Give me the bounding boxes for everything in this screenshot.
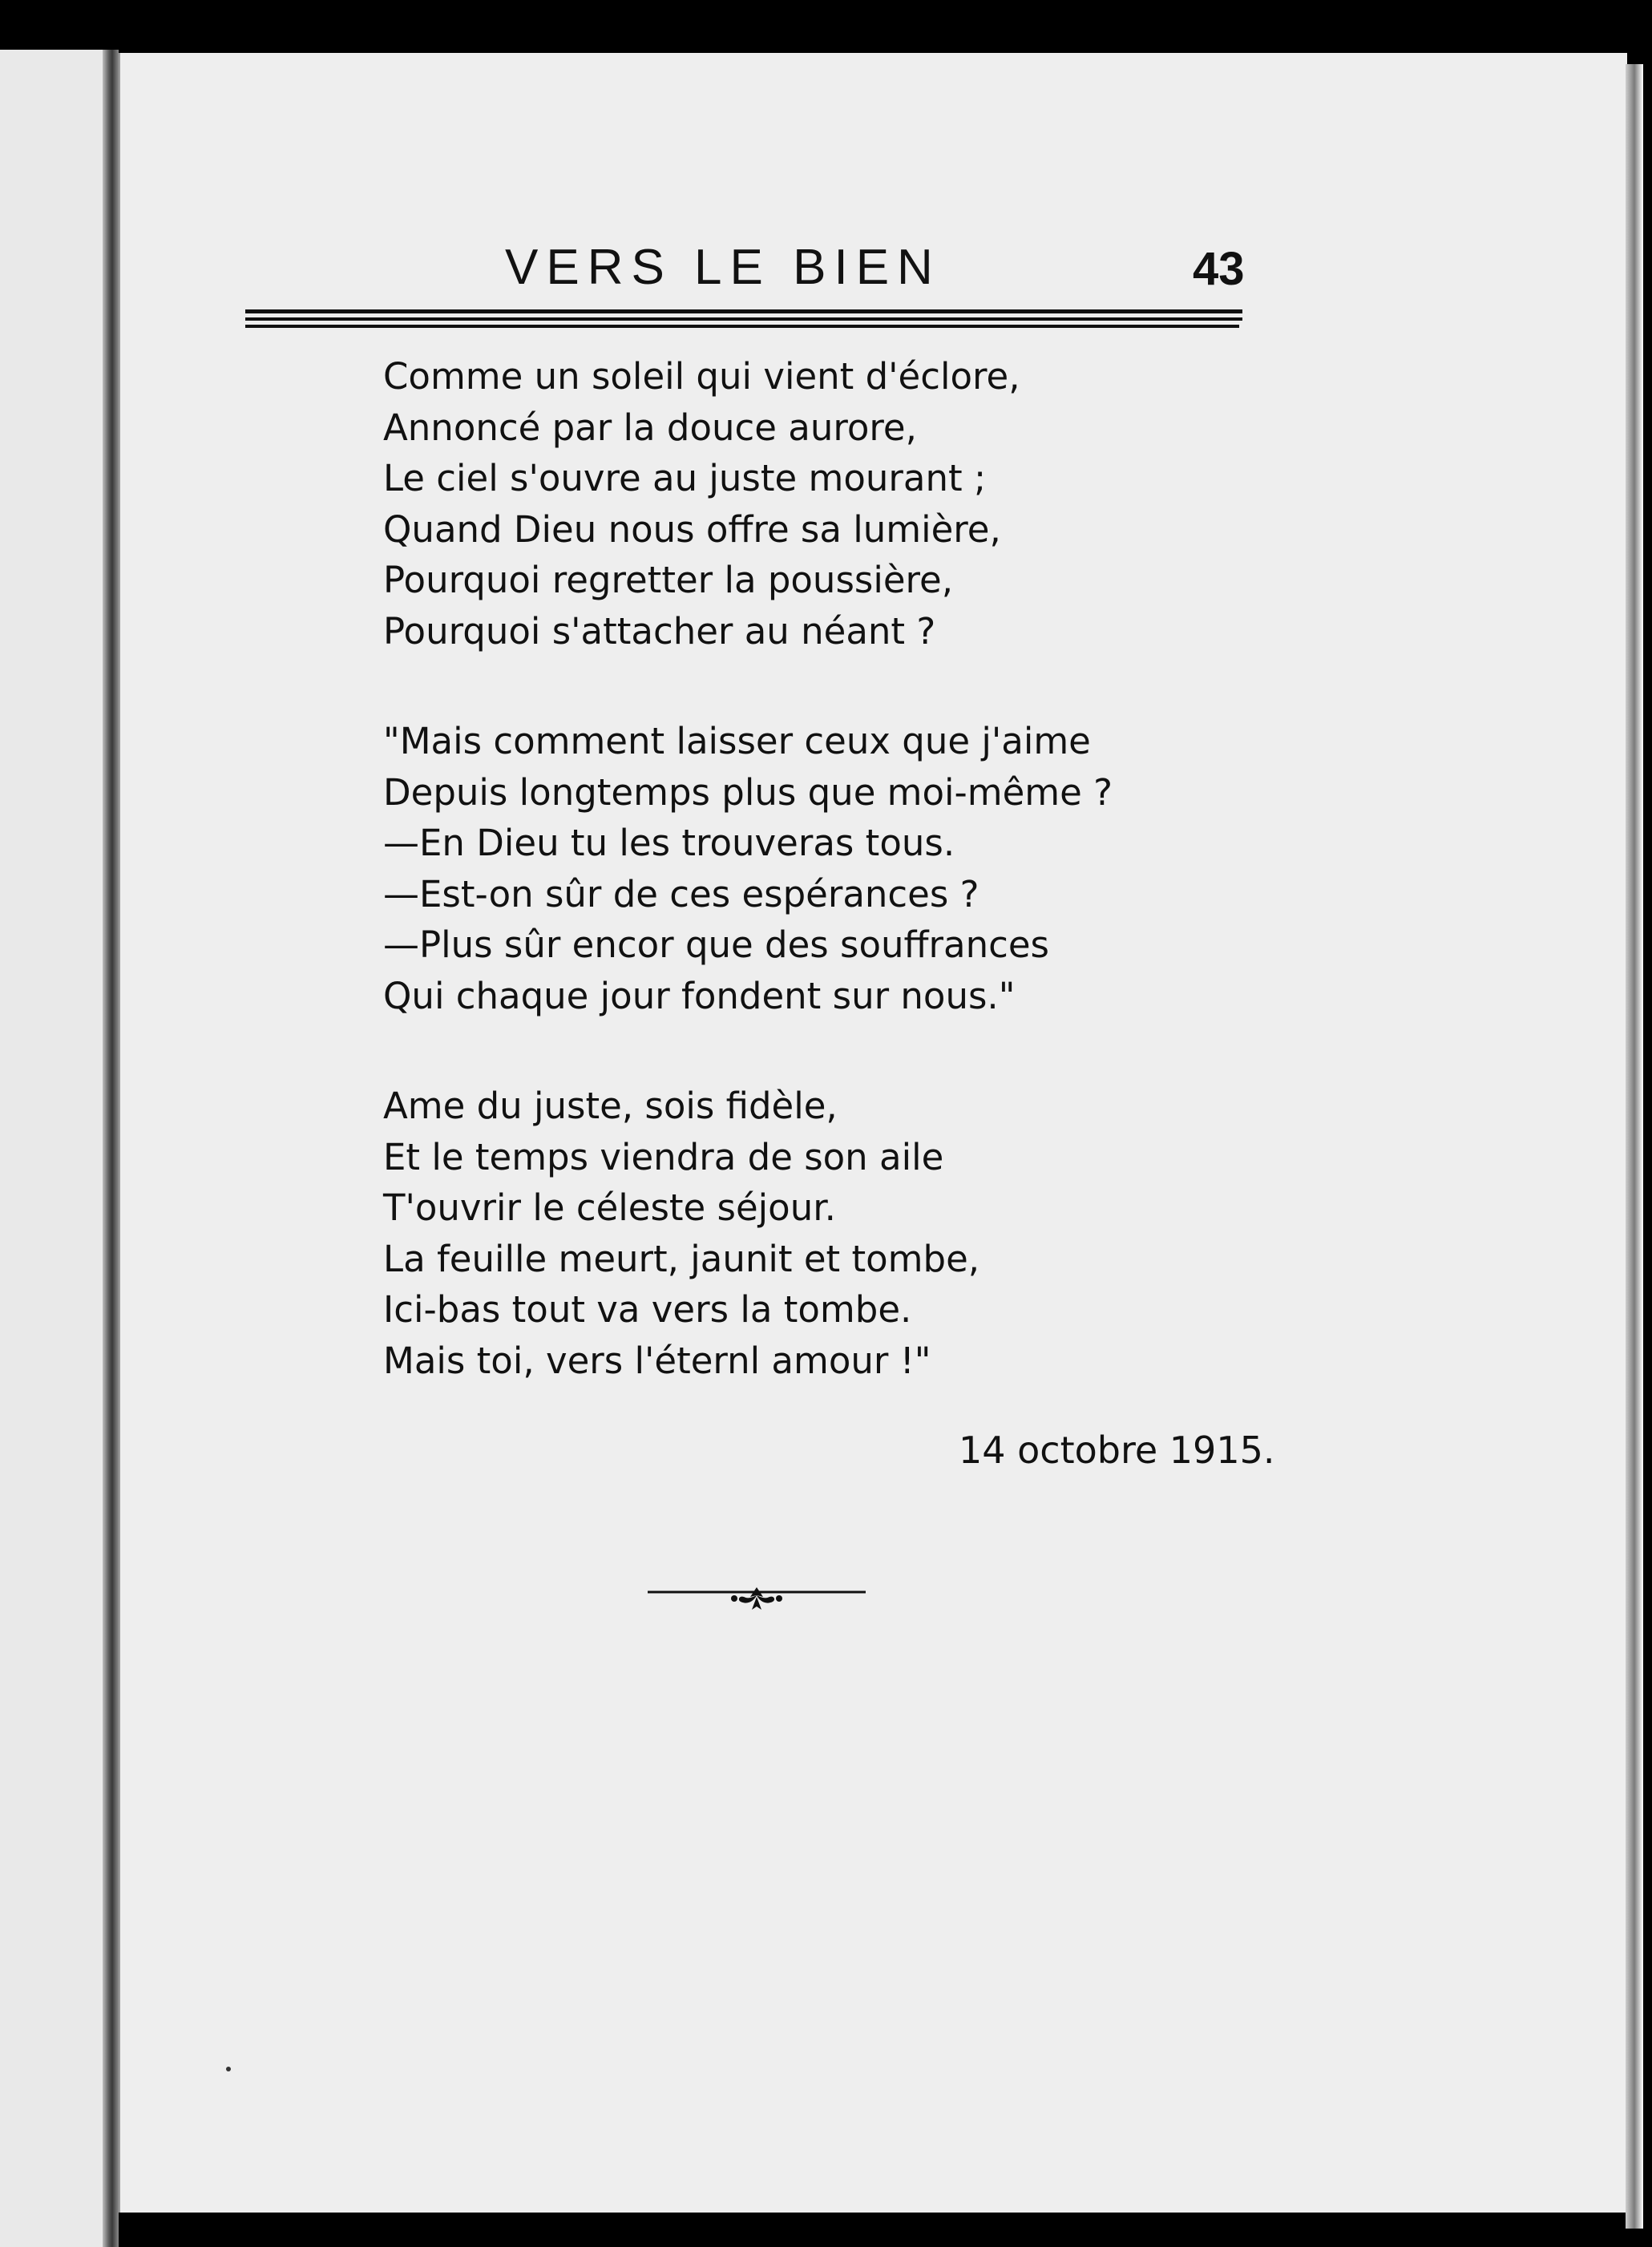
page-number: 43 [1193, 243, 1245, 295]
header-rule-top [245, 309, 1242, 313]
scan-speck [226, 2067, 231, 2071]
verse-line: Et le temps viendra de son aile [383, 1135, 944, 1178]
verse-line: Mais toi, vers l'éternl amour !" [383, 1339, 931, 1382]
verse-line: —Est-on sûr de ces espérances ? [383, 872, 979, 915]
verse-line: "Mais comment laisser ceux que j'aime [383, 720, 1091, 762]
verse-line: Le ciel s'ouvre au juste mourant ; [383, 457, 987, 499]
verse-line: La feuille meurt, jaunit et tombe, [383, 1237, 980, 1280]
verse-line: Pourquoi s'attacher au néant ? [383, 609, 936, 653]
book-gutter [103, 50, 119, 2247]
poem-date: 14 octobre 1915. [959, 1429, 1275, 1472]
verse-line: Depuis longtemps plus que moi-même ? [383, 770, 1113, 814]
header-rule-middle [245, 317, 1242, 321]
stanza-3 [383, 1081, 1329, 1386]
previous-page-edge [0, 50, 112, 2247]
stanza-1 [383, 351, 1329, 657]
stanza-2 [383, 716, 1329, 1021]
running-head: VERS LE BIEN [505, 240, 941, 295]
header-rule-bottom [245, 325, 1239, 328]
verse-line: T'ouvrir le céleste séjour. [383, 1186, 836, 1229]
verse-line: —Plus sûr encor que des souffrances [383, 923, 1050, 966]
page-edge-right [1626, 64, 1643, 2229]
verse-line: Comme un soleil qui vient d'éclore, [383, 355, 1020, 398]
verse-line: —En Dieu tu les trouveras tous. [383, 822, 955, 864]
verse-line: Ame du juste, sois fidèle, [383, 1085, 838, 1127]
poem-body [383, 351, 1329, 1445]
verse-line: Pourquoi regretter la poussière, [383, 559, 954, 601]
fleuron-ornament-icon [648, 1578, 866, 1626]
verse-line: Quand Dieu nous offre sa lumière, [383, 507, 1001, 551]
verse-line: Qui chaque jour fondent sur nous." [383, 974, 1016, 1017]
verse-line: Annoncé par la douce aurore, [383, 406, 917, 449]
verse-line: Ici-bas tout va vers la tombe. [383, 1288, 912, 1331]
